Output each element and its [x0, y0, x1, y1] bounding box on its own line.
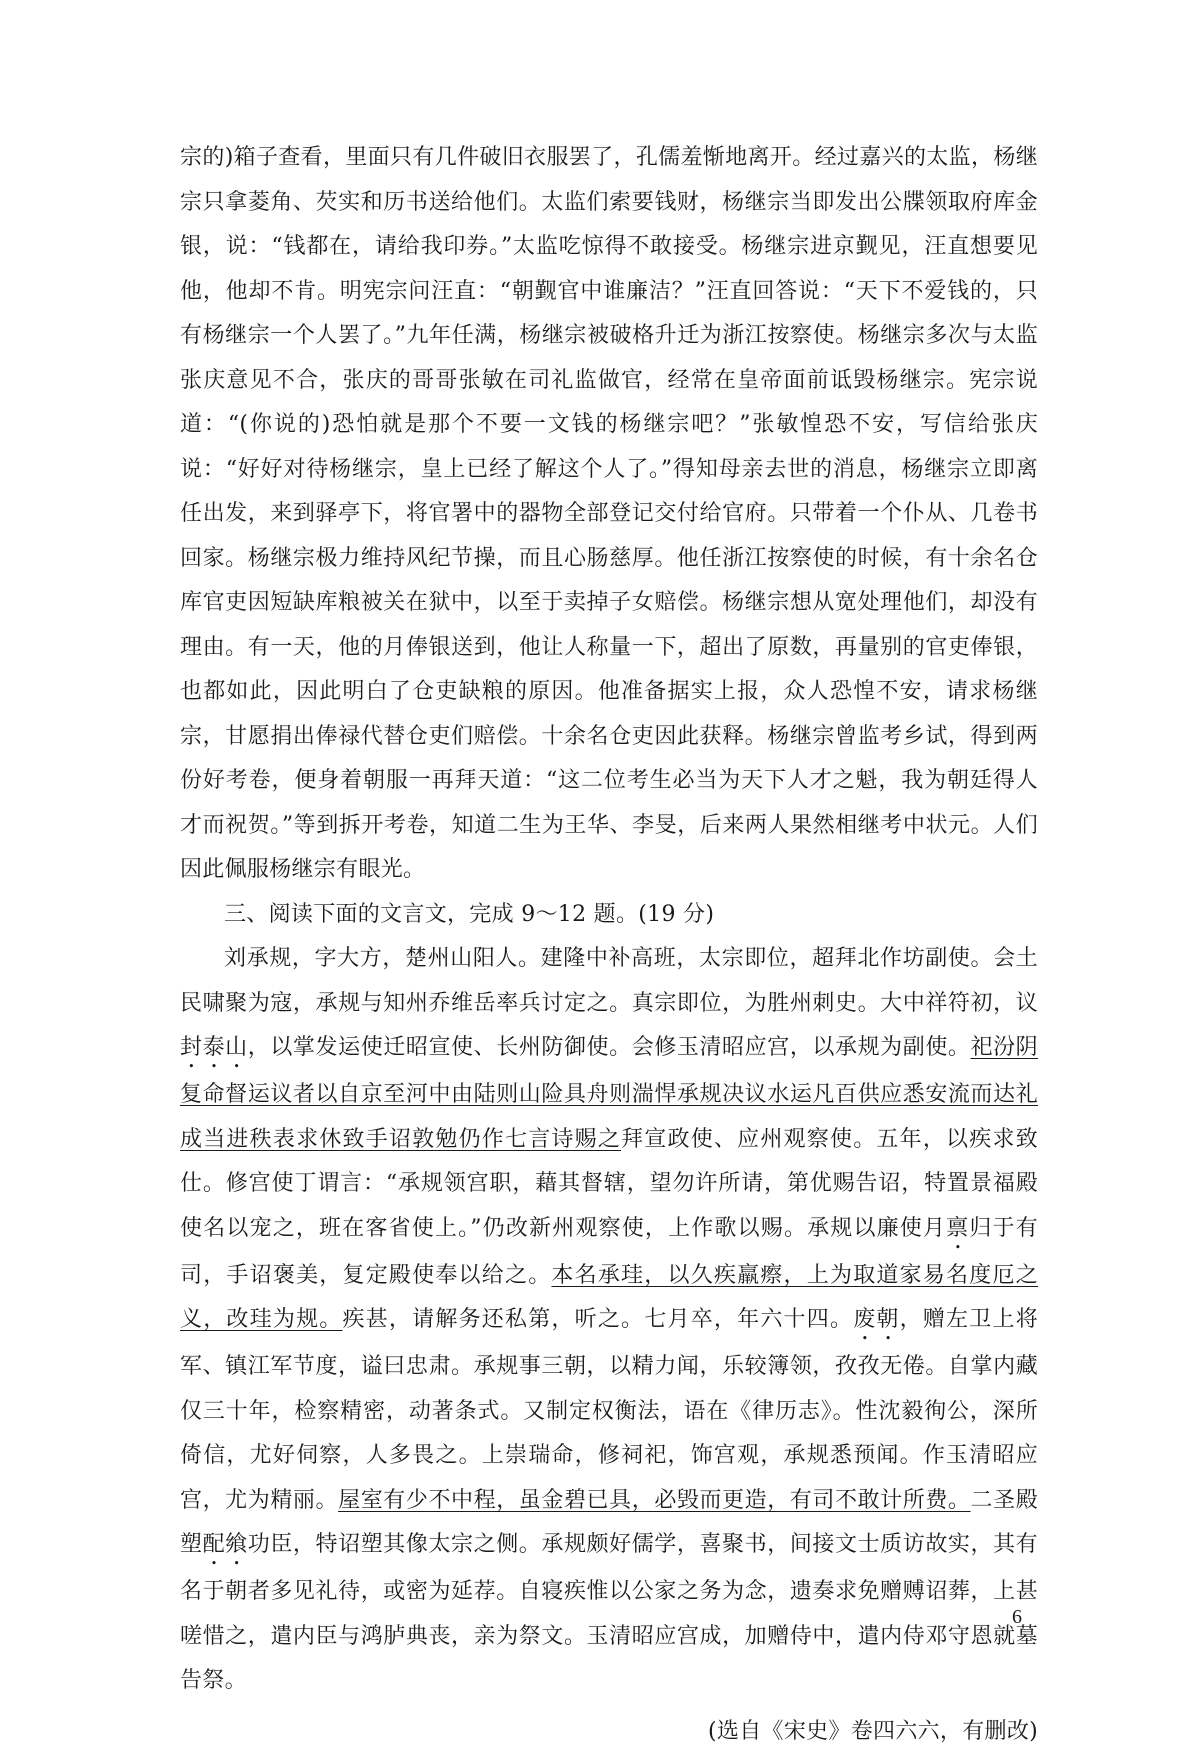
passage-text: 拜宣政使、应州观察使。五年，以疾求致仕。修宫使丁谓言：“承规领宫职，藉其督辖，望勿许所请，第优赐告诏，特置景福殿使名以宠之，班在客省使上。”仍改新州观察使，上作歌以赐。承规以廉使月	[180, 1127, 1038, 1241]
page-number: 6	[1012, 1606, 1022, 1629]
passage-text: ，赠左卫上将军、镇江军节度，谥曰忠肃。承规事三朝，以精力闻，乐较簿领，孜孜无倦。自掌内藏仅三十年，检察精密，动著条式。又制定权衡法，语在《律历志》。性沈毅徇公，深所倚信，尤好伺察，人多畏之。上崇瑞命，修祠祀，饰宫观，承规悉预闻。作玉清昭应宫，尤为精丽。	[180, 1307, 1038, 1513]
underlined-translation-sentence-1: 本名承珪，以久疾羸瘵，上为取道家易名度厄之义，改珪为规。	[180, 1263, 1038, 1333]
translation-continuation: 宗的)箱子查看，里面只有几件破旧衣服罢了，孔儒羞惭地离开。经过嘉兴的太监，杨继宗只拿菱角、芡实和历书送给他们。太监们索要钱财，杨继宗当即发出公牒领取府库金银，说：“钱都在，请给我印券。”太监吃惊得不敢接受。杨继宗进京觐见，汪直想要见他，他却不肯。明宪宗问汪直：“朝觐官中谁廉洁？”汪直回答说：“天下不爱钱的，只有杨继宗一个人罢了。”九年任满，杨继宗被破格升迁为浙江按察使。杨继宗多次与太监张庆意见不合，张庆的哥哥张敏在司礼监做官，经常在皇帝面前诋毁杨继宗。宪宗说道：“(你说的)恐怕就是那个不要一文钱的杨继宗吧？”张敏惶恐不安，写信给张庆说：“好好对待杨继宗，皇上已经了解这个人了。”得知母亲去世的消息，杨继宗立即离任出发，来到驿亭下，将官署中的器物全部登记交付给官府。只带着一个仆从、几卷书回家。杨继宗极力维持风纪节操，而且心肠慈厚。他任浙江按察使的时候，有十余名仓库官吏因短缺库粮被关在狱中，以至于卖掉子女赔偿。杨继宗想从宽处理他们，却没有理由。有一天，他的月俸银送到，他让人称量一下，超出了原数，再量别的官吏俸银，也都如此，因此明白了仓吏缺粮的原因。他准备据实上报，众人恐惶不安，请求杨继宗，甘愿捐出俸禄代替仓吏们赔偿。十余名仓吏因此获释。杨继宗曾监考乡试，得到两份好考卷，便身着朝服一再拜天道：“这二位考生必当为天下人才之魁，我为朝廷得人才而祝贺。”等到拆开考卷，知道二生为王华、李旻，后来两人果然相继考中状元。人们因此佩服杨继宗有眼光。	[180, 136, 1038, 893]
source-citation: (选自《宋史》卷四六六，有删改)	[180, 1710, 1038, 1754]
dotted-word-peixiang: 配飨	[203, 1532, 248, 1557]
passage-text: 刘承规，字大方，楚州山阳人。建隆中补高班，太宗即位，超拜北作坊副使。会土民啸聚为寇，承规与知州乔维岳率兵讨定之。真宗即位，为胜州刺史。大中祥符初，议	[180, 946, 1038, 1016]
passage-text: 归于有司，手诏褒美，复定殿使奉以给之。	[180, 1216, 1038, 1288]
section-heading: 三、阅读下面的文言文，完成 9～12 题。(19 分)	[180, 893, 1038, 938]
dotted-word-bing: 禀	[946, 1216, 969, 1241]
classical-passage	[180, 937, 1038, 1704]
document-body	[180, 136, 1038, 1754]
passage-text: ，以掌发运使迁昭宣使、长州防御使。会修玉清昭应宫，以承规为副使。	[248, 1035, 971, 1060]
passage-text: 疾甚，请解务还私第，听之。七月卒，年六十四。	[343, 1307, 854, 1332]
dotted-word-feichao: 废朝	[853, 1307, 899, 1332]
underlined-translation-sentence-2: 屋室有少不中程，虽金碧已具，必毁而更造，有司不敢计所费。	[338, 1488, 970, 1513]
dotted-word-feng: 封	[180, 1035, 203, 1060]
underlined-punctuation-question: 祀汾阴复命督运议者以自京至河中由陆则山险具舟则湍悍承规决议水运凡百供应悉安流而达礼成当进秩表求休致手诏敦勉仍作七言诗赐之	[180, 1035, 1038, 1152]
dotted-word-taishan: 泰山	[203, 1035, 248, 1060]
passage-text: 功臣，特诏塑其像太宗之侧。承规颇好儒学，喜聚书，间接文士质访故实，其有名于朝者多见礼待，或密为延荐。自寝疾惟以公家之务为念，遗奏求免赠赙诏葬，上甚嗟惜之，遣内臣与鸿胪典丧，亲为祭文。玉清昭应宫成，加赠侍中，遣内侍邓守恩就墓告祭。	[180, 1532, 1038, 1693]
passage-text: 二圣殿塑	[180, 1488, 1038, 1558]
